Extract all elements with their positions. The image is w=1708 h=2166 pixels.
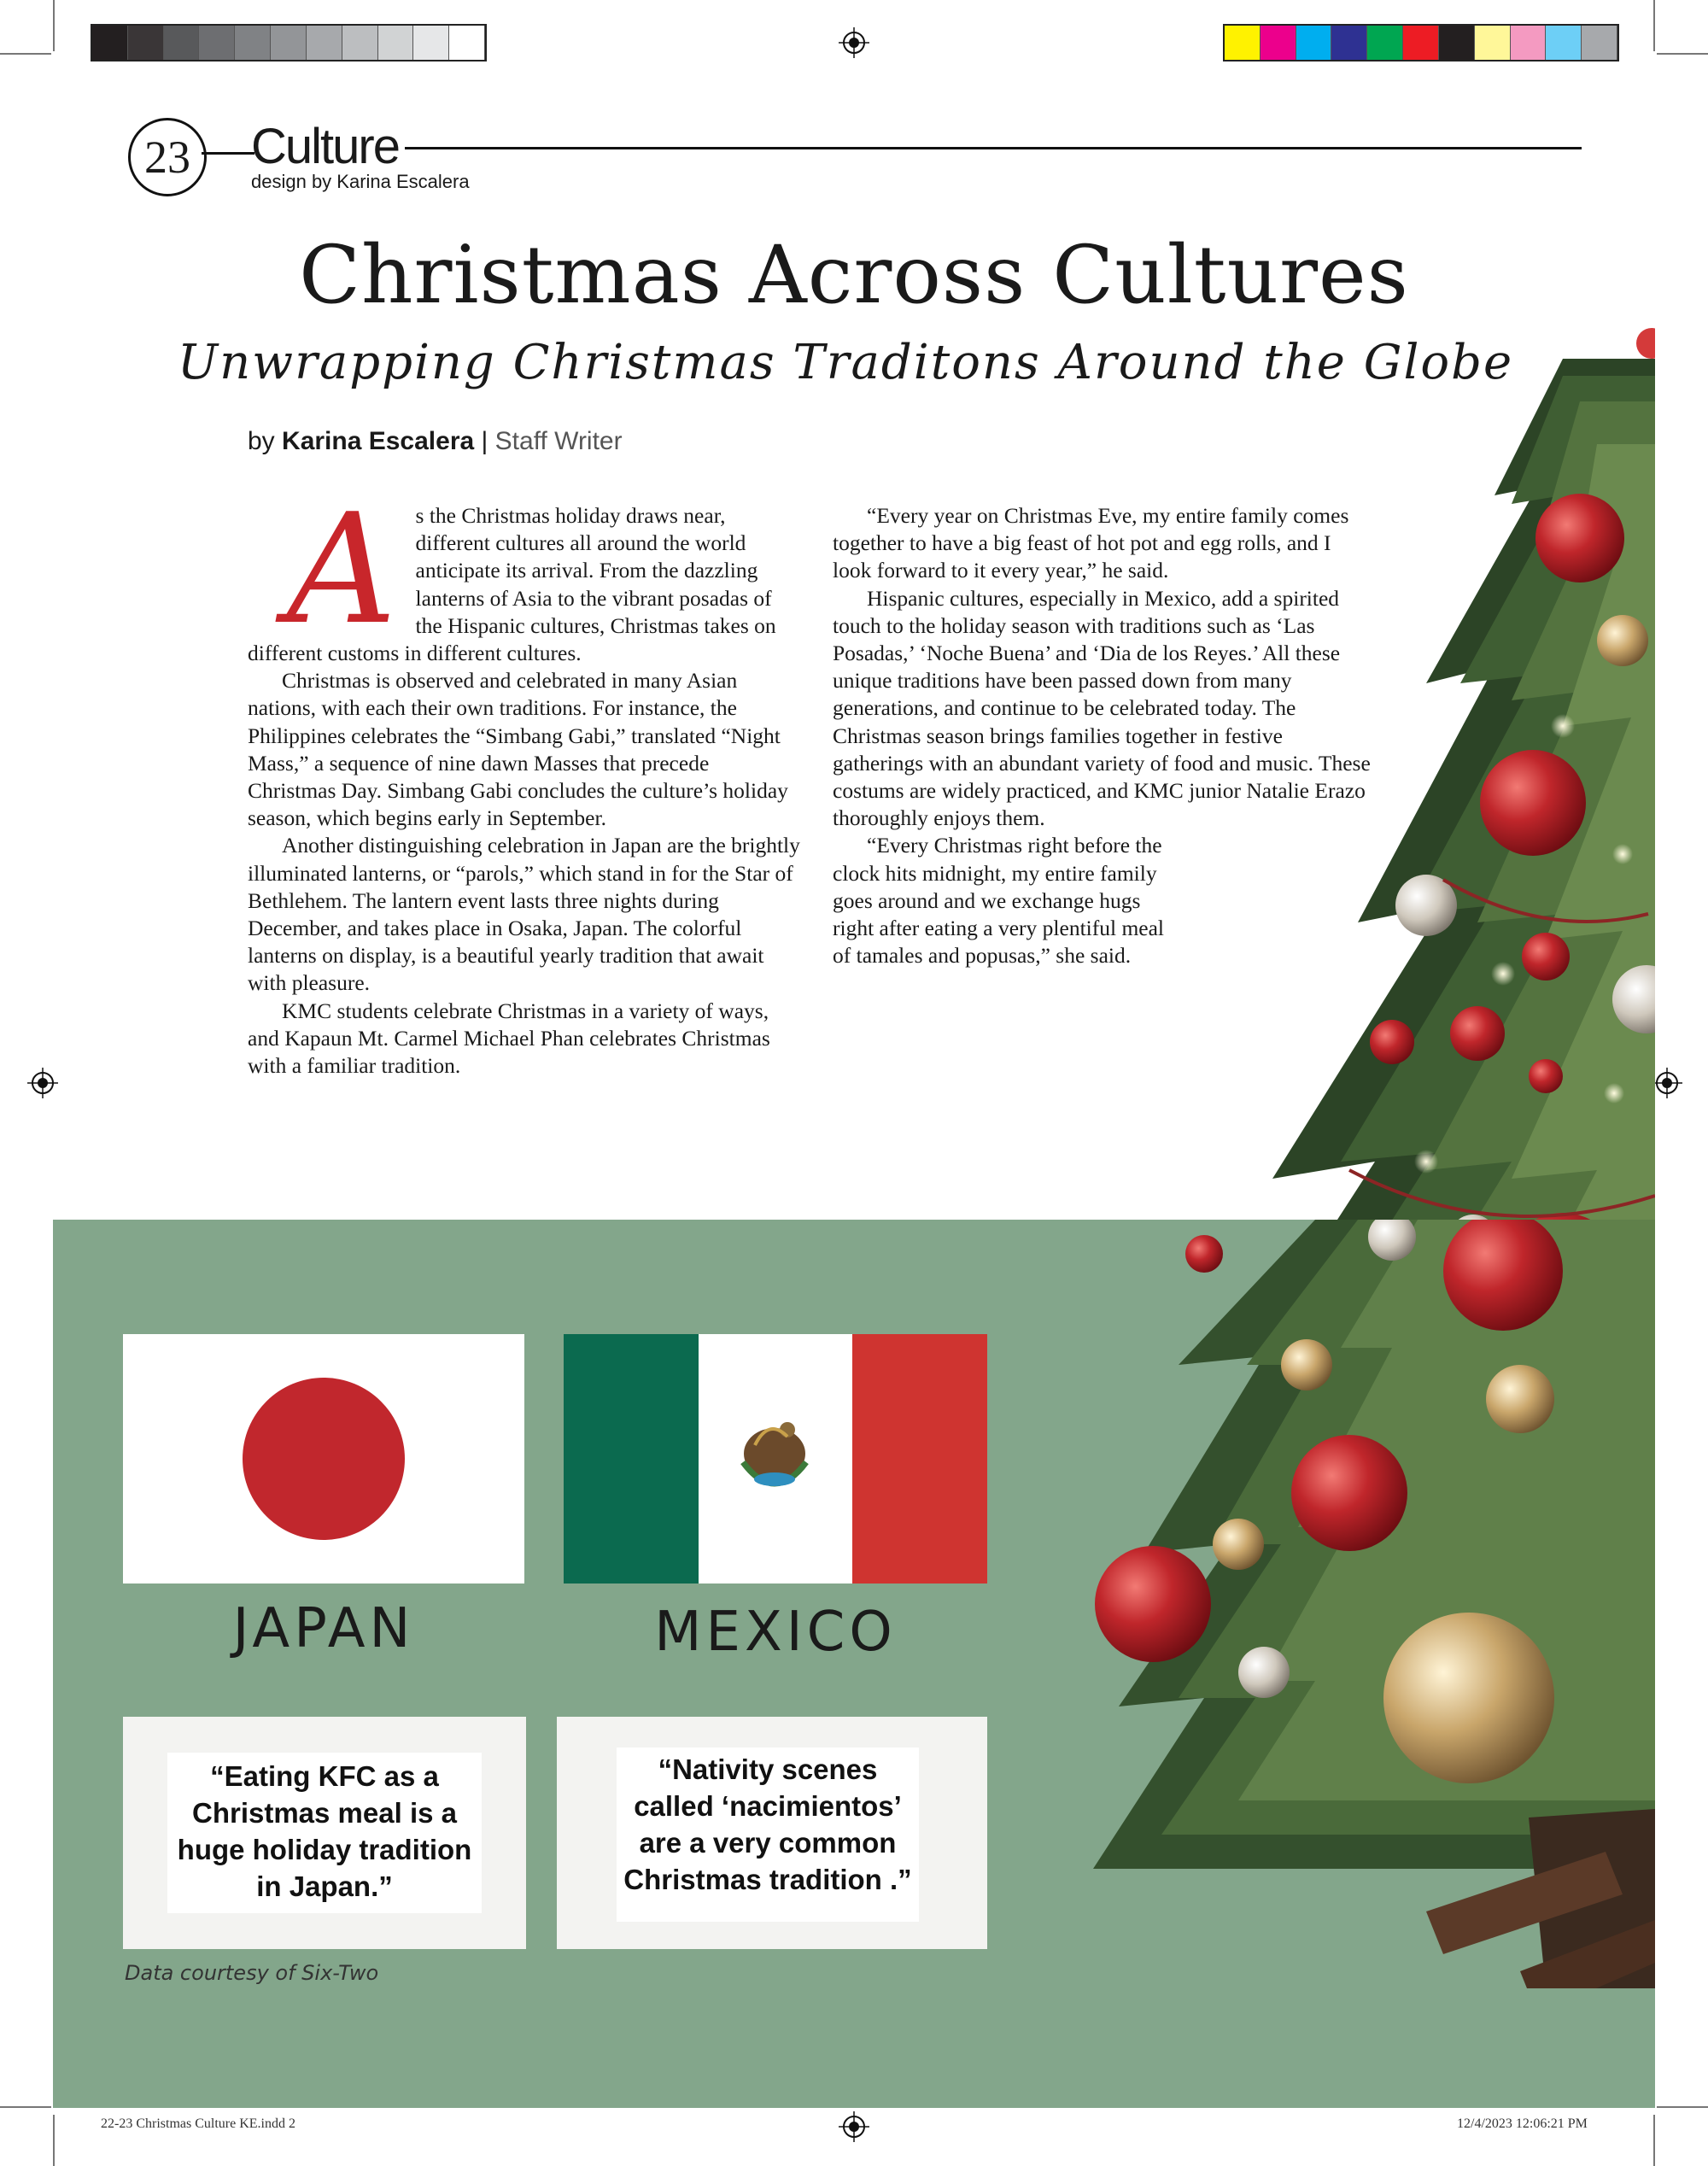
color-swatch [1261,26,1296,60]
author-name: Karina Escalera [282,427,475,455]
color-swatch [1331,26,1367,60]
color-swatch [449,26,485,60]
article-paragraph: Hispanic cultures, especially in Mexico, add a spirited touch to the holiday season with traditions such as ‘Las Posadas,’ ‘Noche Buena’ and ‘Dia de los Reyes.’ All these unique traditions have been passed down from many generations, and continue to be celebrated today. The Christmas season brings families together in festive gatherings with an abundant variety of food and music. These costums are widely practiced, and KMC junior Natalie Erazo thoroughly enjoys them. [833,585,1371,831]
registration-mark-icon [27,1068,58,1098]
grayscale-color-bar [91,24,487,61]
article-title: Christmas Across Cultures [299,229,1409,322]
color-swatch [1367,26,1403,60]
crop-mark [1653,2115,1655,2166]
process-color-bar [1223,24,1619,61]
color-swatch [1511,26,1547,60]
crop-mark [53,2115,55,2166]
header-rule [405,147,1582,149]
article-paragraph: Christmas is observed and celebrated in many Asian nations, with each their own traditions. For instance, the Philippines celebrates the “Simbang Gabi,” translated “Night Mass,” a sequence of nine dawn Masses that precede Christmas Day. Simbang Gabi concludes the culture’s holiday season, which begins early in September. [248,668,788,831]
christmas-tree-lower-illustration [991,1220,1655,1988]
article-paragraph: “Every Christmas right before the clock hits midnight, my entire family goes around and we exchange hugs right after eating a very plentiful meal of tamales and popusas,” she said. [833,833,1165,969]
country-label-mexico: MEXICO [654,1601,897,1664]
color-swatch [1439,26,1475,60]
crop-mark [1657,53,1708,55]
color-swatch [413,26,449,60]
color-swatch [1475,26,1511,60]
design-credit: design by Karina Escalera [251,171,470,192]
mexico-flag [564,1334,987,1584]
color-swatch [307,26,342,60]
crop-mark [0,53,51,55]
country-label-japan: JAPAN [232,1597,415,1660]
article-subtitle: Unwrapping Christmas Traditons Around the Globe [177,335,1514,390]
color-swatch [1296,26,1332,60]
crop-mark [1657,2106,1708,2108]
color-swatch [342,26,378,60]
article-paragraph: KMC students celebrate Christmas in a variety of ways, and Kapaun Mt. Carmel Michael Phan celebrates Christmas with a familiar tradition. [248,998,770,1079]
article-column-1 [248,481,801,1080]
author-role: Staff Writer [494,427,623,455]
japan-quote: “Eating KFC as a Christmas meal is a huge holiday tradition in Japan.” [167,1753,482,1913]
article-paragraph: “Every year on Christmas Eve, my entire family comes together to have a big feast of hot pot and egg rolls, and I look forward to it every year,” he said. [833,503,1349,583]
article-paragraph: Another distinguishing celebration in Japan are the brightly illuminated lanterns, or “parols,” which stand in for the Star of Bethlehem. The lantern event lasts three nights during December, and takes place in Osaka, Japan. The colorful lanterns on display, is a beautiful yearly tradition that await with pleasure. [248,833,800,996]
color-swatch [1225,26,1261,60]
color-swatch [164,26,200,60]
byline-separator: | [481,427,488,455]
article-column-2 [833,502,1371,969]
color-swatch [1582,26,1617,60]
ornament-icon [1629,326,1655,360]
page-number: 23 [128,118,207,196]
color-swatch [199,26,235,60]
drop-cap: A [287,481,397,658]
registration-mark-icon [1652,1068,1682,1098]
color-swatch [271,26,307,60]
color-swatch [378,26,414,60]
byline-prefix: by [248,427,275,455]
section-label: Culture [251,119,399,174]
japan-flag [123,1334,524,1584]
header-rule [202,152,254,155]
crop-mark [0,2106,51,2108]
crop-mark [53,0,55,51]
mexico-quote: “Nativity scenes called ‘nacimientos’ are a very common Christmas tradition .” [617,1747,919,1922]
source-credit: Data courtesy of Six-Two [125,1961,379,1985]
color-swatch [1403,26,1439,60]
article-paragraph: s the Christmas holiday draws near, different cultures all around the world anticipate its arrival. From the dazzling lanterns of Asia to the vibrant posadas of the Hispanic cultures, Christmas takes on different customs in different cultures. [248,503,776,666]
timestamp-slug: 12/4/2023 12:06:21 PM [1457,2116,1588,2131]
color-swatch [1546,26,1582,60]
byline [248,427,623,456]
color-swatch [128,26,164,60]
crop-mark [1653,0,1655,51]
color-swatch [92,26,128,60]
registration-mark-icon [839,2111,869,2142]
registration-mark-icon [839,27,869,58]
color-swatch [235,26,271,60]
file-slug: 22-23 Christmas Culture KE.indd 2 [101,2116,295,2131]
